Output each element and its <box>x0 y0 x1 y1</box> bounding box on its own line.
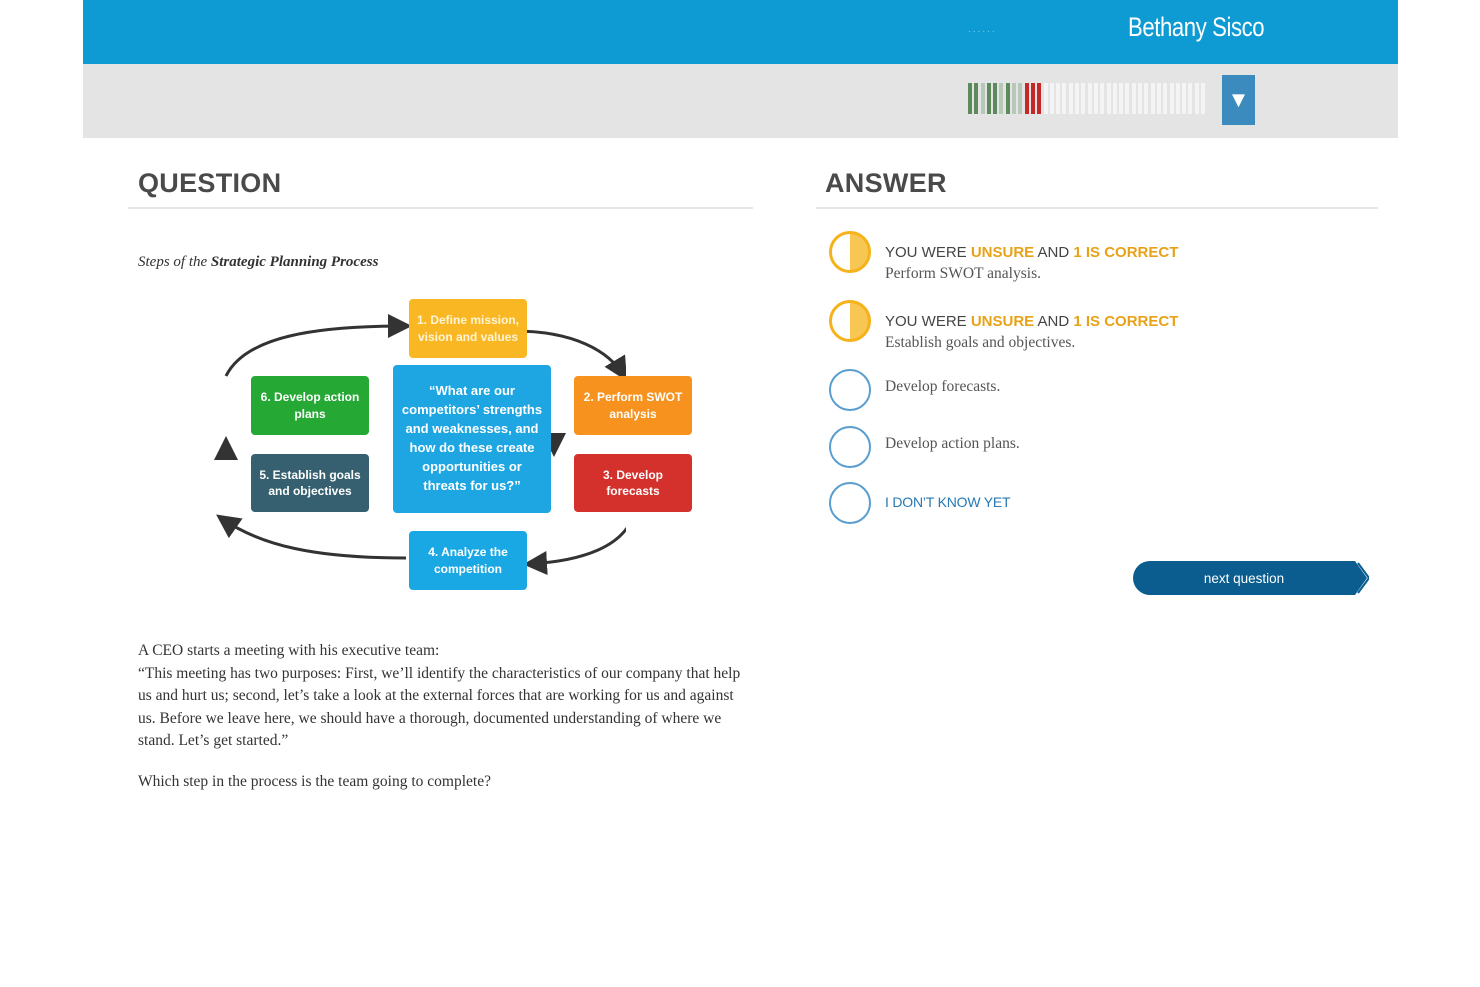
unsure-circle-icon[interactable] <box>829 300 871 342</box>
answer-option-4[interactable] <box>829 426 1249 468</box>
answer-status <box>885 244 1178 261</box>
status-unsure: UNSURE <box>970 244 1035 261</box>
answer-dont-know[interactable] <box>829 482 1249 524</box>
diagram-step-1: 1. Define mission, vision and values <box>409 299 527 358</box>
progress-segment <box>993 83 997 114</box>
progress-segment <box>1144 83 1148 114</box>
diagram-step-2: 2. Perform SWOT analysis <box>574 376 692 435</box>
progress-segment <box>981 83 985 114</box>
question-prompt: Which step in the process is the team going to complete? <box>138 773 491 790</box>
diagram-step-5: 5. Establish goals and objectives <box>251 454 369 512</box>
progress-segment <box>1138 83 1142 114</box>
progress-segment <box>1081 83 1085 114</box>
user-name[interactable]: Bethany Sisco <box>1128 12 1265 42</box>
next-question-label: next question <box>1133 561 1355 595</box>
answer-text: Develop forecasts. <box>885 378 1001 395</box>
answer-status <box>885 313 1178 330</box>
progress-segment <box>1050 83 1054 114</box>
progress-segment <box>968 83 972 114</box>
progress-meter <box>968 83 1207 114</box>
answer-text: Establish goals and objectives. <box>885 334 1076 351</box>
progress-bar-area <box>83 64 1398 138</box>
unsure-circle-icon[interactable] <box>829 231 871 273</box>
progress-segment <box>1195 83 1199 114</box>
progress-segment <box>1188 83 1192 114</box>
progress-segment <box>1125 83 1129 114</box>
diagram-step-6: 6. Develop action plans <box>251 376 369 435</box>
status-and: AND <box>1034 313 1074 330</box>
scenario-quote: “This meeting has two purposes: First, we’ll identify the characteristics of our company that help us and hurt us; second, let’s take a look at the external forces that are working for us and against us. Before we leave here, we should have a thorough, documented understanding of where we stand. Let’s get started.” <box>138 664 741 749</box>
progress-segment <box>1056 83 1060 114</box>
status-unsure: UNSURE <box>970 313 1035 330</box>
progress-segment <box>1012 83 1016 114</box>
answer-text: Perform SWOT analysis. <box>885 265 1041 282</box>
scenario-intro: A CEO starts a meeting with his executive team: <box>138 642 440 659</box>
progress-segment <box>1151 83 1155 114</box>
progress-segment <box>1170 83 1174 114</box>
diagram-title-prefix: Steps of the <box>138 254 211 270</box>
progress-segment <box>1044 83 1048 114</box>
progress-segment <box>1062 83 1066 114</box>
progress-segment <box>1069 83 1073 114</box>
progress-segment <box>974 83 978 114</box>
diagram-step-3: 3. Develop forecasts <box>574 454 692 512</box>
question-heading: QUESTION <box>138 168 282 198</box>
status-and: AND <box>1034 244 1074 261</box>
progress-segment <box>1031 83 1035 114</box>
status-correct-count: 1 IS CORRECT <box>1073 244 1179 261</box>
status-prefix: YOU WERE <box>885 244 971 261</box>
empty-circle-icon[interactable] <box>829 426 871 468</box>
header-dots: ...... <box>968 24 997 35</box>
progress-segment <box>1176 83 1180 114</box>
progress-segment <box>999 83 1003 114</box>
empty-circle-icon[interactable] <box>829 369 871 411</box>
progress-segment <box>1163 83 1167 114</box>
progress-segment <box>1094 83 1098 114</box>
answer-option-2[interactable] <box>829 300 1249 350</box>
question-scenario <box>138 640 753 753</box>
progress-segment <box>1119 83 1123 114</box>
diagram-step-4: 4. Analyze the competition <box>409 531 527 590</box>
progress-segment <box>1088 83 1092 114</box>
progress-segment <box>1107 83 1111 114</box>
progress-segment <box>1037 83 1041 114</box>
diagram-title <box>138 254 378 271</box>
chevron-right-icon <box>1339 561 1369 595</box>
progress-segment <box>1018 83 1022 114</box>
progress-segment <box>1182 83 1186 114</box>
answer-option-3[interactable] <box>829 369 1249 411</box>
answer-heading: ANSWER <box>825 168 947 198</box>
top-header <box>83 0 1398 64</box>
status-correct-count: 1 IS CORRECT <box>1073 313 1179 330</box>
progress-segment <box>1201 83 1205 114</box>
answer-option-1[interactable] <box>829 231 1249 281</box>
dont-know-label: I DON’T KNOW YET <box>885 494 1011 510</box>
progress-segment <box>987 83 991 114</box>
answer-divider <box>816 207 1378 209</box>
progress-segment <box>1157 83 1161 114</box>
chevron-down-icon: ▼ <box>1227 87 1250 112</box>
empty-circle-icon[interactable] <box>829 482 871 524</box>
progress-segment <box>1025 83 1029 114</box>
diagram-title-bold: Strategic Planning Process <box>210 254 379 270</box>
answer-text: Develop action plans. <box>885 435 1020 452</box>
diagram-center-quote: “What are our competitors’ strengths and weaknesses, and how do these create opportunities or threats for us?” <box>393 365 551 513</box>
next-question-button[interactable] <box>1133 561 1368 595</box>
question-divider <box>128 207 753 209</box>
progress-dropdown-button[interactable] <box>1222 75 1255 125</box>
progress-segment <box>1006 83 1010 114</box>
progress-segment <box>1113 83 1117 114</box>
progress-segment <box>1100 83 1104 114</box>
progress-segment <box>1075 83 1079 114</box>
progress-segment <box>1132 83 1136 114</box>
app-root <box>83 0 1398 987</box>
status-prefix: YOU WERE <box>885 313 971 330</box>
